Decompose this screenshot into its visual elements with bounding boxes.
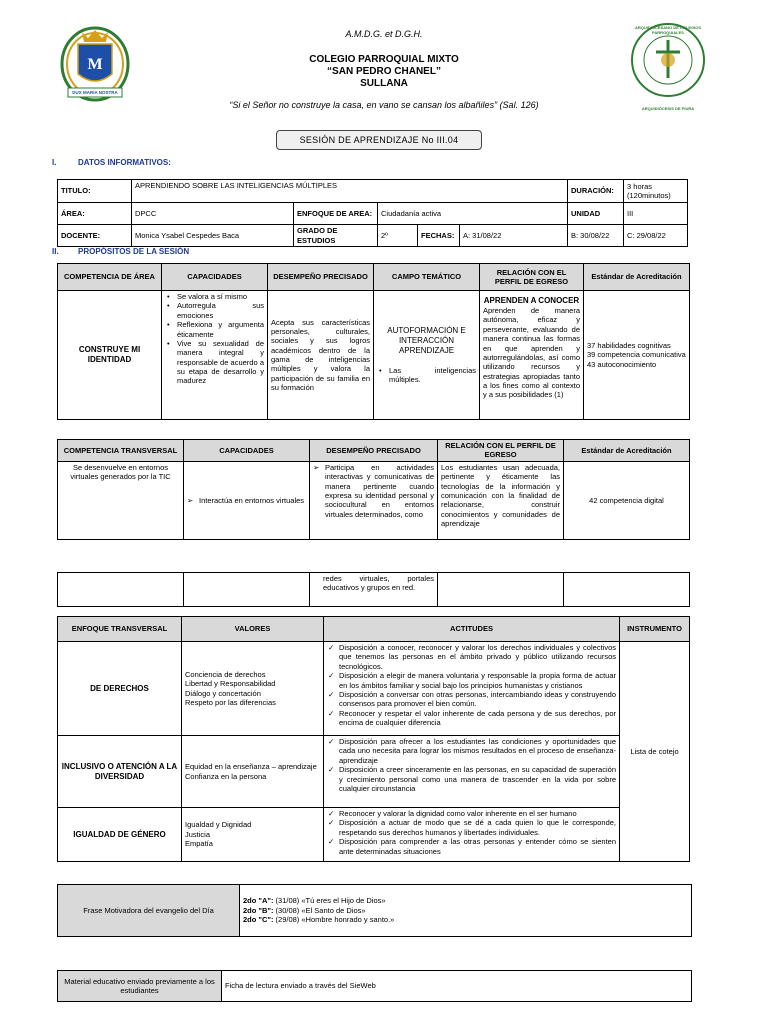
psalm-quote: “Si el Señor no construye la casa, en vano se cansan los albañiles” (Sal. 126) <box>229 100 539 110</box>
valor-item: Confianza en la persona <box>185 771 267 781</box>
transversal-competencia: Se desenvuelve en entornos virtuales generados por la TIC <box>58 461 184 539</box>
enfoque-inclusivo: INCLUSIVO O ATENCIÓN A LA DIVERSIDAD <box>58 736 182 808</box>
area-value: DPCC <box>132 203 294 225</box>
frase-label: Frase Motivadora del evangelio del Día <box>58 885 240 937</box>
header-competencia-transversal: COMPETENCIA TRANSVERSAL <box>58 440 184 462</box>
frase-line <box>243 906 688 915</box>
list-item: ✓ Reconocer y respetar el valor inherente de cada persona y de sus derechos, por encima de cualquier diferencia <box>327 709 616 728</box>
list-item: ➢ Participa en actividades interactivas y comunicativas de manera pertinente cuando expresa su identidad personal y sociocultural en entornos virtuales determinados, como <box>313 463 434 519</box>
unidad-value: III <box>624 203 688 225</box>
duracion-value: 3 horas (120minutos) <box>624 180 688 203</box>
competencia-area-table <box>57 263 690 420</box>
header-perfil-transversal: RELACIÓN CON EL PERFIL DE EGRESO <box>438 440 564 462</box>
school-name-line1: COLEGIO PARROQUIAL MIXTO <box>309 54 459 65</box>
list-item: ✓ Disposición a actuar de modo que se dé a cada quien lo que le corresponde, respetando sus derechos humanos y libertades individuales. <box>327 818 616 837</box>
material-value: Ficha de lectura enviado a través del SieWeb <box>222 971 692 1002</box>
perfil-text: Aprenden de manera autónoma, eficaz y perseverante, evaluando de manera continua las formas en que aprenden y autorregulándolas, así como utilizando recursos y estrategias apropiadas tanto a los fines como al contexto y a sus posibilidades (1) <box>483 306 580 400</box>
grado-label: GRADO DE ESTUDIOS <box>294 225 378 247</box>
valor-item: Empatía <box>185 839 213 849</box>
list-item: ➢ Interactúa en entornos virtuales <box>187 496 306 505</box>
fechas-label: FECHAS: <box>418 225 460 247</box>
docente-label: DOCENTE: <box>58 225 132 247</box>
material-label: Material educativo enviado previamente a los estudiantes <box>58 971 222 1002</box>
session-title-box: SESIÓN DE APRENDIZAJE No III.04 <box>276 130 482 150</box>
actitudes-list-genero <box>327 809 616 856</box>
frase-grade: 2do "B": <box>243 905 274 915</box>
list-item: ✓ Disposición a elegir de manera voluntaria y responsable la propia forma de actuar en los ámbitos familiar y social bajo los principios humanistas y cristianos <box>327 671 616 690</box>
motto-top: A.M.D.G. et D.G.H. <box>345 29 423 39</box>
enfoque-transversal-table <box>57 616 690 862</box>
list-item: ✓ Disposición a conocer, reconocer y valorar los derechos individuales y colectivos que tenemos las personas en el ámbito privado y público utilizando recursos tecnológicos. <box>327 643 616 671</box>
valor-item: Diálogo y concertación <box>185 688 261 698</box>
list-item: • Las inteligencias múltiples. <box>377 366 476 385</box>
header-competencia-area: COMPETENCIA DE ÁREA <box>58 264 162 291</box>
duracion-label: DURACIÓN: <box>568 180 624 203</box>
list-item: • Vive su sexualidad de manera integral y responsable de acuerdo a su etapa de desarrollo y madurez <box>165 339 264 386</box>
campo-tematico-list <box>377 366 476 385</box>
school-crest-logo <box>60 22 130 107</box>
frase-line <box>243 915 688 924</box>
transversal-desempeno-cont: redes virtuales, portales educativos y grupos en red. <box>310 573 438 607</box>
header-estandar-transversal: Estándar de Acreditación <box>564 440 690 462</box>
competencia-value: CONSTRUYE MI IDENTIDAD <box>58 291 162 420</box>
valor-item: Equidad en la enseñanza – aprendizaje <box>185 762 317 772</box>
list-item: ✓ Disposición a creer sinceramente en las personas, en su capacidad de superación y crecimiento personal como una manera de trascender en la vida por sobre cualquier circunstancia <box>327 765 616 793</box>
fecha-a: A: 31/08/22 <box>460 225 568 247</box>
titulo-value: APRENDIENDO SOBRE LAS INTELIGENCIAS MÚLTIPLES <box>132 180 568 203</box>
enfoque-derechos: DE DERECHOS <box>58 642 182 736</box>
estandar-line: 39 competencia comunicativa <box>587 350 686 360</box>
school-name-line2: “SAN PEDRO CHANEL” <box>327 66 441 77</box>
campo-tematico-title: AUTOFORMACIÓN E INTERACCIÓN APRENDIZAJE <box>387 325 466 355</box>
fecha-b: B: 30/08/22 <box>568 225 624 247</box>
svg-text:M: M <box>87 56 103 73</box>
frase-motivadora-table <box>57 884 692 937</box>
school-name-line3: SULLANA <box>360 78 408 89</box>
header-capacidades-transversal: CAPACIDADES <box>184 440 310 462</box>
transversal-capacidad-list <box>187 496 306 505</box>
header-estandar: Estándar de Acreditación <box>584 264 690 291</box>
frase-text: (29/08) «Hombre honrado y santo.» <box>273 915 395 925</box>
crest-ribbon-text: DUX MARIA NOSTRA <box>72 90 118 95</box>
section2-number: II. <box>52 247 59 256</box>
seal-bottom-text: ARQUIDIÓCESIS DE PIURA <box>641 106 695 111</box>
estandar-line: 43 autoconocimiento <box>587 359 657 369</box>
section1-number: I. <box>52 158 57 167</box>
instrumento-value: Lista de cotejo <box>620 642 690 862</box>
valor-item: Respeto por las diferencias <box>185 697 276 707</box>
frase-grade: 2do "A": <box>243 896 274 906</box>
transversal-perfil: Los estudiantes usan adecuada, pertinente y éticamente las tecnologías de la información y comunicación con la finalidad de relacionarse, construir conocimientos y comunidades de aprendizaje <box>438 461 564 539</box>
valor-item: Igualdad y Dignidad <box>185 820 252 830</box>
transversal-estandar: 42 competencia digital <box>564 461 690 539</box>
actitudes-list-inclusivo <box>327 737 616 793</box>
section2-title: PROPÓSITOS DE LA SESIÓN <box>78 247 190 256</box>
datos-informativos-table <box>57 179 688 247</box>
frase-line <box>243 896 688 905</box>
enfoque-genero: IGUALDAD DE GÉNERO <box>58 808 182 862</box>
section1-title: DATOS INFORMATIVOS: <box>78 158 171 167</box>
fecha-c: C: 29/08/22 <box>624 225 688 247</box>
header-campo-tematico: CAMPO TEMÁTICO <box>374 264 480 291</box>
list-item: ✓ Disposición para ofrecer a los estudiantes las condiciones y oportunidades que cada uno necesita para lograr los mismos resultados en el proceso de enseñanza- aprendizaje <box>327 737 616 765</box>
valor-item: Conciencia de derechos <box>185 669 266 679</box>
competencia-transversal-table <box>57 439 690 540</box>
titulo-label: TITULO: <box>58 180 132 203</box>
transversal-desempeno-list <box>313 463 434 519</box>
header-capacidades: CAPACIDADES <box>162 264 268 291</box>
frase-text: (31/08) «Tú eres el Hijo de Dios» <box>273 896 386 906</box>
docente-value: Monica Ysabel Cespedes Baca <box>132 225 294 247</box>
list-item: • Reflexiona y argumenta éticamente <box>165 320 264 339</box>
enfoque-value: Ciudadanía activa <box>378 203 568 225</box>
enfoque-label: ENFOQUE DE AREA: <box>294 203 378 225</box>
material-educativo-table <box>57 970 692 1002</box>
list-item: ✓ Reconocer y valorar la dignidad como valor inherente en el ser humano <box>327 809 616 818</box>
header-enfoque: ENFOQUE TRANSVERSAL <box>58 617 182 642</box>
header-instrumento: INSTRUMENTO <box>620 617 690 642</box>
seal-ring-text: ARQUIDIOCESANO DE COLEGIOS PARROQUIALES <box>634 25 701 35</box>
actitudes-list-derechos <box>327 643 616 727</box>
header-desempeno: DESEMPEÑO PRECISADO <box>268 264 374 291</box>
competencia-transversal-continuation <box>57 572 690 607</box>
perfil-title: APRENDEN A CONOCER <box>483 296 580 305</box>
frase-text: (30/08) «El Santo de Dios» <box>273 905 366 915</box>
capacidades-list <box>165 292 264 386</box>
header-perfil-egreso: RELACIÓN CON EL PERFIL DE EGRESO <box>480 264 584 291</box>
unidad-label: UNIDAD <box>568 203 624 225</box>
valor-item: Libertad y Responsabilidad <box>185 679 276 689</box>
grado-value: 2º <box>378 225 418 247</box>
archdiocese-seal-logo <box>628 22 708 111</box>
estandar-line: 37 habilidades cognitivas <box>587 340 671 350</box>
frase-grade: 2do "C": <box>243 915 274 925</box>
area-label: ÁREA: <box>58 203 132 225</box>
valor-item: Justicia <box>185 829 211 839</box>
list-item: ✓ Disposición para comprender a las otras personas y entender cómo se sienten ante determinadas situaciones <box>327 837 616 856</box>
header-actitudes: ACTITUDES <box>324 617 620 642</box>
desempeno-value: Acepta sus características personales, culturales, sociales y sus logros académicos dentro de la gama de inteligencias múltiples y valora la participación de su familia en su formación <box>268 291 374 420</box>
header-desempeno-transversal: DESEMPEÑO PRECISADO <box>310 440 438 462</box>
list-item: • Se valora a sí mismo <box>165 292 264 301</box>
header-valores: VALORES <box>182 617 324 642</box>
list-item: • Autorregula sus emociones <box>165 301 264 320</box>
list-item: ✓ Disposición a conversar con otras personas, intercambiando ideas y construyendo consensos para promover el bien común. <box>327 690 616 709</box>
